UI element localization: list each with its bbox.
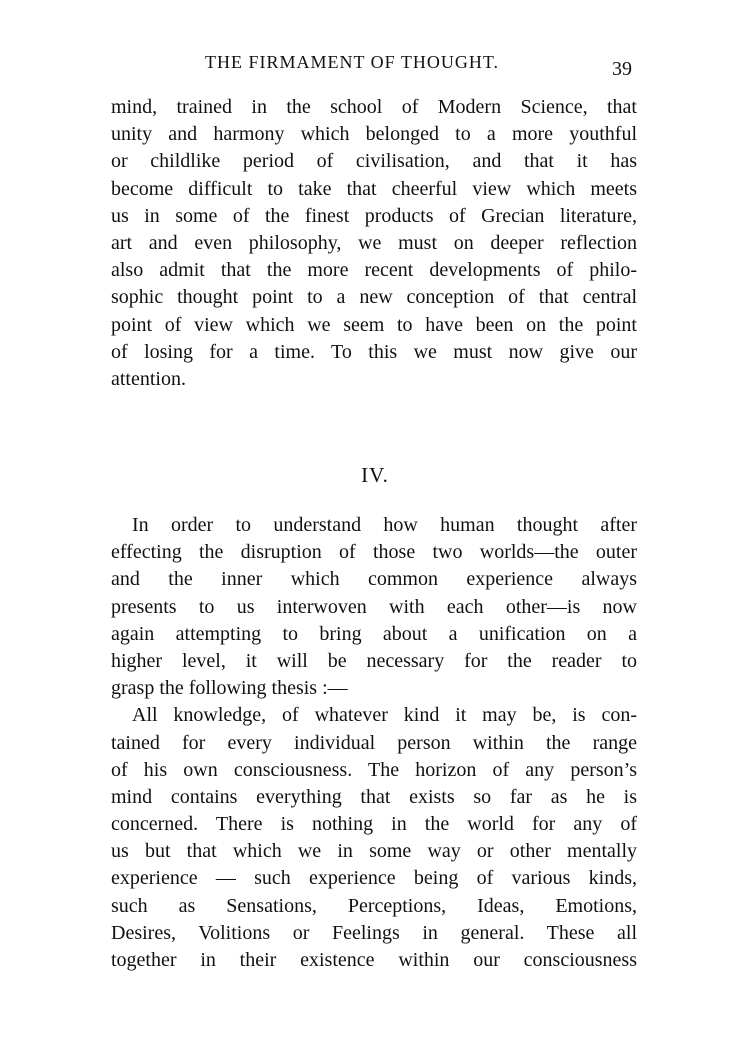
text-line: effecting the disruption of those two worlds—the outer [111, 541, 637, 564]
text-line: art and even philosophy, we must on deeper reflection [111, 231, 637, 254]
paragraph-thesis [111, 702, 637, 974]
section-body [111, 512, 637, 974]
text-line: All knowledge, of whatever kind it may be, is con- [132, 704, 637, 727]
text-line: Desires, Volitions or Feelings in general. These all [111, 921, 637, 944]
text-line: together in their existence within our consciousness [111, 949, 637, 971]
text-line: mind contains everything that exists so far as he is [111, 785, 637, 808]
text-line: unity and harmony which belonged to a more youthful [111, 123, 637, 146]
text-line: concerned. There is nothing in the world for any of [111, 813, 637, 836]
text-line: us in some of the finest products of Grecian literature, [111, 204, 637, 227]
text-line: higher level, it will be necessary for the reader to [111, 649, 637, 672]
text-line: mind, trained in the school of Modern Science, that [111, 96, 637, 118]
running-head [0, 52, 750, 82]
text-line: and the inner which common experience always [111, 568, 637, 591]
text-line: presents to us interwoven with each other—is now [111, 595, 637, 618]
text-line: us but that which we in some way or other mentally [111, 840, 637, 863]
text-line: tained for every individual person within the range [111, 731, 637, 754]
text-line: become difficult to take that cheerful view which meets [111, 177, 637, 200]
text-line: point of view which we seem to have been on the point [111, 313, 637, 336]
text-line: In order to understand how human thought after [132, 514, 637, 536]
text-line: again attempting to bring about a unification on a [111, 622, 637, 645]
text-line: sophic thought point to a new conception of that central [111, 286, 637, 309]
paragraph-continued [111, 94, 637, 393]
running-title: THE FIRMAMENT OF THOUGHT. [205, 52, 500, 72]
page-number: 39 [612, 58, 632, 80]
text-line: of his own consciousness. The horizon of any person’s [111, 758, 637, 781]
text-line: attention. [111, 367, 186, 390]
text-line: experience — such experience being of various kinds, [111, 867, 637, 890]
text-line: grasp the following thesis :— [111, 677, 348, 700]
text-line: of losing for a time. To this we must now give our [111, 340, 637, 363]
text-line: or childlike period of civilisation, and that it has [111, 150, 637, 173]
text-line: also admit that the more recent developments of philo- [111, 259, 637, 282]
paragraph-thesis-intro [111, 512, 637, 702]
text-line: such as Sensations, Perceptions, Ideas, Emotions, [111, 894, 637, 917]
section-heading: IV. [361, 463, 389, 487]
